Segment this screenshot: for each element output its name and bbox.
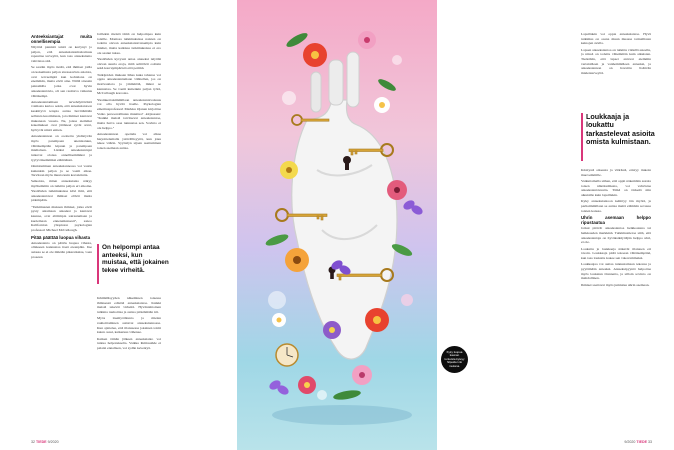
- flower-icon: [285, 248, 309, 272]
- body-paragraph: Lapsen anteeksiantoa on tutkittu viidellä asteella, ja niissä on todettu vähemmän kuin aikuisten. Tiedetään, että lapset antavat aiemmin vertaisilleen ja vanhemmilleen anteeksi, ja anteeksiannon on havaittu lisäävän mielenterveyttä.: [581, 47, 651, 76]
- page-number: 32: [31, 440, 35, 444]
- flower-icon: [280, 161, 298, 179]
- left-column-2-top: [97, 32, 161, 237]
- flower-icon: [298, 376, 316, 394]
- magazine-name: TIEDE: [36, 440, 47, 444]
- body-paragraph: Loukattu ja loukkaaja näkevät tilanteen eri tavoin. Loukkaaja pitää tekoaan vähäisempänä, kun taas loukattu kokee sen vakavammaksi.: [581, 246, 651, 261]
- right-column-bottom: [581, 168, 651, 436]
- section-heading: Anteeksiantajat muita onnellisempia: [31, 34, 92, 44]
- left-column-2-bottom: [97, 296, 161, 436]
- flower-icon: [352, 365, 372, 385]
- bubble-icon: [268, 291, 286, 309]
- flower-icon: [358, 31, 376, 49]
- section-heading: Pitää päättää luopua vihasta: [31, 234, 91, 240]
- body-paragraph: Anteeksianto on päätös luopua vihasta, ollakseen kannustaa itseä eteenpäin. Itse asiassa se ei ole mikään pikaratkaisu, vaan prosessi.: [31, 240, 92, 259]
- body-paragraph: Loukkaajaa voi auttaa tunnustamaan tekonsa ja pyytämään anteeksi. Anteeksipyyntö helpottaa myös loukatun tilannetta, ja silloin sovinto on mahdollinen.: [581, 262, 651, 281]
- issue-number: 9/2020: [47, 440, 59, 444]
- body-paragraph: Onnistuminen anteeksiannossa voi vaatia kuitenkin paljon ja se vaatii aikaa. Tarvitaan myös muuta kuin korrektiutta.: [31, 163, 92, 178]
- body-paragraph: Myös itsemyötätunto ja mielen rauhoittaminen auttavat anteeksiannossa. Kun ajattelee, että tilanteessa jokainen toimi kuten osasi, katkeruus vähenee.: [97, 316, 161, 335]
- body-paragraph: Yksinkertaisimmillaan anteeksiantavaisuus voi olla hyvää itselle. Psykologian emeritusprofessori Markku Ojanen kirjoittaa Voiko persoonallisuus muuttua? -kirjassaan: "Kaikki meistä tarvitsevat anteeksiantoa, mutta harva osaa tunnustaa sen. Sovinto ei ole helppo.": [97, 97, 161, 130]
- right-column-top: [581, 32, 651, 107]
- body-paragraph: Yksilöiden kyvyssä antaa anteeksi näyttää olevan suuria eroja, mitä selittävät osittain sekä kasvuympäristö että perimä.: [97, 57, 161, 71]
- body-paragraph: Jotkut pitävät anteeksiantoa heikkoutena tai heikkouden merkkinä. Tutkimustietoa siitä, että anteeksiantaja on hyväksikäyttäjän helppo uhri, ei ole.: [581, 226, 651, 245]
- leaf-shape: [285, 31, 310, 50]
- body-paragraph: Se saatiin myös tietää, että ihmiset joilla on kokemusta paljon stressaavista asioista, ovat terveempiä kun kohtalona on enemmän, mutta eivät aina. Niillä stressin painamilla jotka ovat hyvin anteeksiantavia, oli sen rasittava vaikutus vähäisempi.: [31, 65, 92, 98]
- right-footer: [624, 440, 652, 444]
- butterfly-icon: [268, 379, 290, 397]
- pull-quote: [581, 113, 655, 161]
- butterfly-icon: [402, 199, 424, 217]
- body-paragraph: Joillekin meistä tämä on helpompaa kuin toisille. Monissa tutkimuksissa naisten on todettu olevan anteeksiantavaisempia kuin miehet, mutta kaikissa tutkimuksissa ei ero ole saanut tukea.: [97, 32, 161, 55]
- body-paragraph: Anteeksiantamisen tervehdyttävästä voimasta kertoo sekin, että anteeksiantoon keskittyvä terapia auttaa lievittämään sellaista kuormitusta, jota ihmiset kantavat mukanaan vuosia. Ne, joissa aiemmat kokemukset ovat jättäneet syvät arvet, hyötyvät niistä eniten.: [31, 99, 92, 132]
- body-paragraph: "Tutkimusten mukaan ihmiset, jotka eivät pysty antamaan anteeksi ja kantavat kaunaa, ovat alttiimpia sairastumaan ja kuolemaan ennenaikaisesti", sanoo Kalifornian yliopiston psykologian professori Michael McCullough.: [31, 204, 92, 233]
- magazine-name: TIEDE: [636, 440, 647, 444]
- pull-quote-text: Loukkaaja ja loukattu tarkastelevat asioita omista kulmistaan.: [586, 112, 655, 147]
- bubble-icon: [317, 390, 327, 400]
- issue-number: 9/2020: [624, 440, 636, 444]
- body-paragraph: Seikoista, miten anteeksianto näkyy myöhemmin on tutkittu paljon eri aikoina. Yksilöiden tutkimuksissa kävi ilmi, että anteeksiantavat ihmiset elävät muita pidempään.: [31, 179, 92, 203]
- bubble-icon: [282, 91, 296, 105]
- artery-shape: [311, 72, 321, 112]
- body-paragraph: Anteeksiannon on osoitettu yhdistyvän myös parempaan unenlaatuun, vähäisempään kipuun ja parempaan mielialaan. Lisäksi anteeksiantajat tuntevat olonsa onnellisemmiksi ja tyytyväisemmiksi elämäänsä.: [31, 134, 92, 162]
- body-paragraph: Kyky anteeksiantoon kehittyy iän myötä, ja parhaimmillaan se auttaa meitä elämään sovussa toisten kanssa.: [581, 199, 651, 213]
- leaf-shape: [333, 389, 362, 402]
- heart-illustration: [237, 0, 437, 450]
- body-paragraph: Kaiken tämän jälkeen anteeksianto voi tuntua helpotukselta. Vaikka ihmissuhde ei palaisi ennalleen, voi sydän keventyä.: [97, 336, 161, 351]
- flower-icon: [374, 97, 390, 113]
- bubble-icon: [392, 55, 402, 65]
- body-paragraph: Näyttöä pienistä teistä on kertynyt jo paljon, että anteeksiantamattomuus rapauttaa terveyttä, kun taas anteeksianto vahvistaa sitä.: [31, 45, 92, 64]
- caption-badge: [441, 346, 468, 373]
- body-paragraph: Tutkijoiden mukaan lähes kuka tahansa voi oppia anteeksiantamaan vähitellen, jos on motivaatiota ja ymmärtää, miksi se kannattaa. Se vaatii kuitenkin paljon työtä, McCullough korostaa.: [97, 72, 161, 96]
- body-paragraph: Ihmiset saattavat myös jumiutua uhrin asemaan.: [581, 282, 650, 287]
- clock-icon: [276, 344, 298, 366]
- leaf-shape: [377, 77, 398, 93]
- body-paragraph: Anteeksiannon opettelu voi alkaa harjoittelemalla ystävällisyyttä, kun joku tekee väärin. Syyttelyn sijaan asettuminen toisen asemaan auttaa.: [97, 132, 161, 151]
- flower-icon: [387, 180, 407, 200]
- page-number: 33: [648, 440, 652, 444]
- flower-icon: [323, 321, 341, 339]
- flower-icon: [365, 308, 389, 332]
- shadow-shape: [272, 405, 412, 425]
- pull-quote-bar: [581, 113, 583, 161]
- left-footer: [31, 440, 59, 444]
- artery-shape: [347, 52, 359, 107]
- flower-icon: [272, 313, 286, 327]
- artery-shape: [329, 60, 343, 105]
- illustration-panel: [237, 0, 437, 450]
- pull-quote-text: On helpompi antaa anteeksi, kun muistaa, että jokainen tekee virheitä.: [102, 244, 169, 274]
- left-column-1: [31, 32, 92, 436]
- caption-text: Kyky luopua kaunan tunteista kyteyy hilpeiden ilo mukana.: [444, 349, 465, 368]
- bubble-icon: [401, 294, 413, 306]
- body-paragraph: Vaikuttamalla siihen, että oppii näkemään asioita toisen näkökulmasta, voi vahvistaa anteeksiantavuutta. Tämä on tärkeää niin aikuisille kuin lapsillekin.: [581, 178, 651, 198]
- leaf-shape: [264, 232, 289, 248]
- body-paragraph: Lapsiltakin voi oppia anteeksiantoa. Hyvä tutkimus on osana muun muassa tarinallisten keinojen avulla.: [581, 32, 651, 46]
- flower-icon: [303, 43, 327, 67]
- body-paragraph: Inhimillisyyden näkeminen toisessa ihmisessä edistää anteeksiantoa. Kaikki meistä tekevät virheitä. Hyväntahtoinen tulkinta rauhoittaa ja auttaa päästämään irti.: [97, 296, 161, 315]
- pull-quote: [97, 244, 169, 284]
- section-heading: Uhrin asemaan helppo ripustautua: [581, 215, 651, 226]
- body-paragraph: Käsitystä oikeasta ja väärästä, eristyy tiukoin muovemmille.: [581, 168, 651, 177]
- pull-quote-bar: [97, 244, 99, 284]
